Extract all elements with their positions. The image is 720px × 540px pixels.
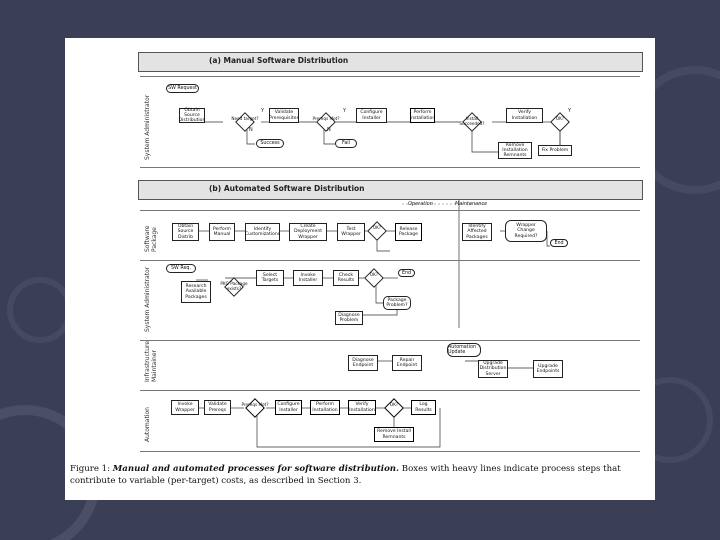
auto-ok-label: OK? [389,402,399,407]
auto-validate-prereqs-box: Validate Prereqs [204,400,231,415]
obtain-source-box: Obtain Source Distribution [178,107,206,124]
remove-remnants-box: Remove Installation Remnants [498,142,532,159]
pkg-wrapper-change-decision: Wrapper Change Required? [505,220,547,242]
lane-infra [140,340,640,390]
auto-remove-remnants-box: Remove Install Remnants [374,427,414,442]
section-a-title: (a) Manual Software Distribution [209,56,349,65]
select-targets-box: Select Targets [256,270,284,286]
lane-a-admin-label: System Administrator [144,94,151,160]
pkg-release-package-box: Release Package [395,223,422,241]
ok-decision-a [551,113,569,131]
invoke-wrapper-box: Invoke Wrapper [171,400,199,415]
sw-req-terminal: SW Req. [166,264,196,273]
operation-label: Operation [408,201,433,207]
maintenance-label: Maintenance [455,201,488,207]
auto-verify-installation-box: Verify Installation [348,400,376,415]
verify-installation-box: Verify Installation [506,108,543,123]
admin-ok-decision [365,269,383,287]
caption-rest: Boxes with heavy lines indicate process steps that contribute to variable (per-target) costs, as described in Section 3. [70,464,621,486]
invoke-installer-box: Invoke Installer [293,270,323,286]
y-label-a2: Y [343,108,347,114]
prereqs-met-label: Prereqs Met? [312,116,340,121]
pkg-identify-affected-box: Identify Affected Packages [462,223,492,241]
diagnose-endpoint-box: Diagnose Endpoint [348,355,378,371]
caption-emphasis: Manual and automated processes for software distribution. [112,464,400,474]
lane-automation-label: Automation [144,407,151,442]
n-label-a1: N [249,127,253,133]
lane-package-label: Software Package [144,225,158,252]
auto-perform-installation-box: Perform Installation [310,400,340,415]
pkg-exists-decision [220,278,248,296]
install-succeeded-label: Install Succeeded? [459,116,485,126]
figure-page [65,38,655,500]
pkg-ok-label: OK? [372,225,382,230]
figure-caption [70,463,650,487]
pkg-end-terminal: End [550,239,568,247]
admin-end-terminal: End [398,269,415,277]
pkg-create-wrapper-box: Create Deployment Wrapper [289,223,327,241]
success-terminal: Success [256,139,284,148]
perform-installation-box: Perform Installation [410,108,435,123]
automation-update-terminal: Automation Update [447,343,481,357]
fail-terminal: Fail [335,139,357,148]
upgrade-endpoints-box: Upgrade Endpoints [533,360,563,378]
admin-ok-label: OK? [369,272,379,277]
caption-figure-label: Figure 1: [70,464,111,474]
section-a-header [138,52,643,72]
research-packages-box: Research Available Packages [181,281,211,303]
auto-configure-installer-box: Configure Installer [275,400,302,415]
prereqs-met-decision [312,113,340,131]
auto-prereqs-met-decision [241,399,269,417]
need-target-label: Need target? [231,116,259,121]
pkg-ok-decision [368,222,386,240]
lane-infra-label: Infrastructure Maintainer [144,340,158,382]
install-succeeded-decision [459,113,485,131]
section-b-title: (b) Automated Software Distribution [209,184,365,193]
diagnose-problem-box: Diagnose Problem [335,311,363,325]
pkg-perform-manual-box: Perform Manual [209,223,235,241]
y-label-a1: Y [261,108,265,114]
section-b-header [138,180,643,200]
check-results-box: Check Results [333,270,359,286]
lane-admin-label: System Administrator [144,266,151,332]
pkg-obtain-source-box: Obtain Source Distrib [172,223,199,241]
pkg-test-wrapper-box: Test Wrapper [337,223,365,241]
ok-label-a: OK? [555,116,565,121]
repair-endpoint-box: Repair Endpoint [392,355,422,371]
configure-installer-box: Configure Installer [356,108,387,123]
auto-prereqs-met-label: Prereqs Met? [241,402,269,407]
fix-problem-box: Fix Problem [538,145,572,156]
y-label-a3: Y [568,108,572,114]
pkg-identify-customizations-box: Identify Customizations [245,223,280,241]
log-results-box: Log Results [411,400,436,415]
n-label-a2: N [327,127,331,133]
package-problem-decision: Package Problem? [383,296,411,310]
sw-request-terminal: SW Request [166,84,199,93]
pkg-exists-label: PKG Package exists? [220,281,248,291]
auto-ok-decision [385,399,403,417]
validate-prereq-box: Validate Prerequisites [269,108,299,123]
upgrade-server-box: Upgrade Distribution Server [479,361,507,377]
